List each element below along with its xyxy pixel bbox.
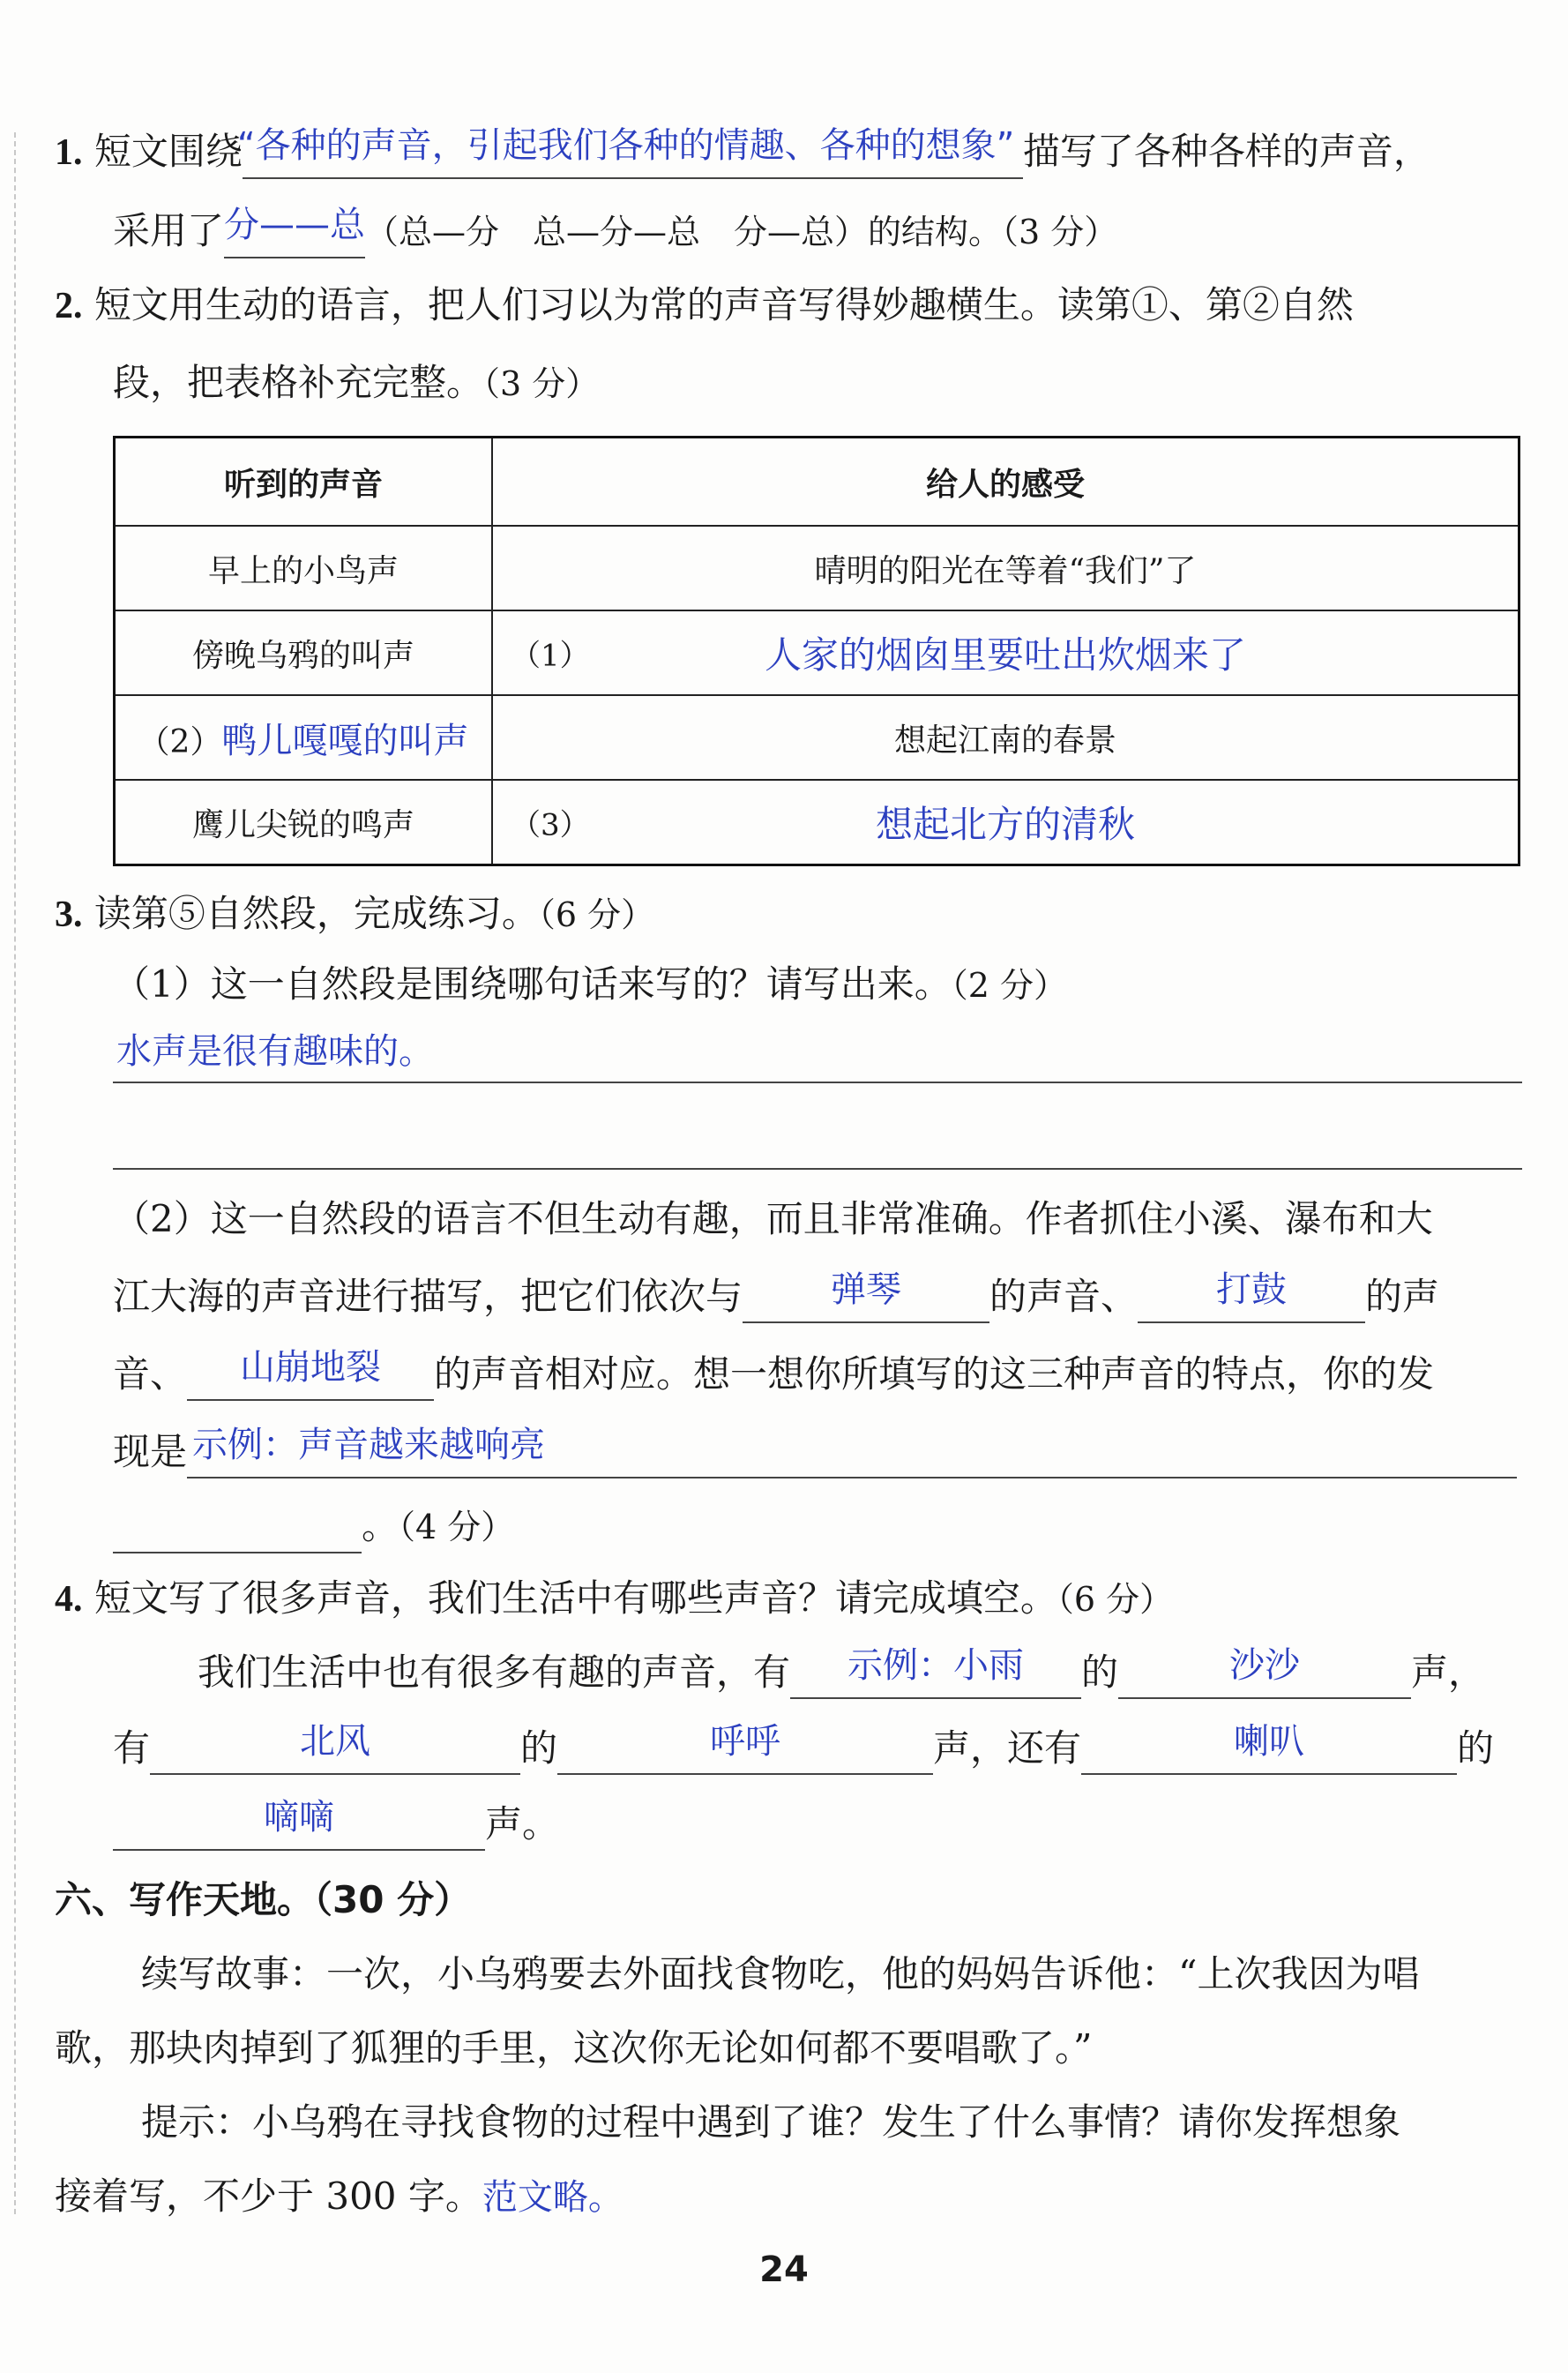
section6-p1a: 续写故事：一次，小乌鸦要去外面找食物吃，他的妈妈告诉他：“上次我因为唱	[141, 1952, 1420, 1995]
q1-score: （3 分）	[1002, 213, 1118, 251]
table-row	[115, 610, 1519, 695]
q4-number: 4.	[55, 1579, 83, 1620]
q1-topic-answer: “各种的声音，引起我们各种的情趣、各种的想象”	[236, 125, 1015, 166]
q3-sub2-line1	[113, 1193, 1568, 1246]
q4-line	[55, 1572, 1568, 1626]
q4-sheng-3: 声。	[485, 1802, 560, 1845]
q2-text-b: 段，把表格补充完整。	[113, 361, 484, 404]
q3-sub2-text2b: 的声音、	[989, 1275, 1139, 1318]
section6-title	[55, 1874, 1568, 1927]
q3-sub2-line5	[113, 1500, 1568, 1553]
q2-line1	[55, 279, 1568, 333]
section6-answer: 范文略。	[482, 2177, 623, 2218]
q3-score: （6 分）	[538, 895, 655, 934]
q4-text1: 我们生活中也有很多有趣的声音，有	[198, 1651, 791, 1694]
q4-fill-line3	[113, 1798, 1568, 1851]
q4-blank-1[interactable]	[790, 1645, 1081, 1699]
q1-options: （总—分 总—分—总 分—总）的结构。	[365, 213, 1003, 251]
q4-blank-2[interactable]	[1118, 1645, 1411, 1699]
row2-feeling-answer: 人家的烟囱里要吐出炊烟来了	[764, 633, 1246, 677]
row3-sound-answer: 鸭儿嘎嘎的叫声	[221, 720, 469, 761]
page-number: 24	[759, 2249, 809, 2290]
q4-fill-line2	[113, 1722, 1568, 1775]
q3-sub2-text2a: 江大海的声音进行描写，把它们依次与	[113, 1275, 743, 1318]
q4-answer-1: 示例：小雨	[847, 1645, 1025, 1686]
q3-sub2-score: （4 分）	[399, 1508, 515, 1546]
blank-4[interactable]	[187, 1427, 1517, 1478]
header-feeling: 给人的感受	[492, 438, 1519, 527]
section6-title-text: 六、写作天地。	[55, 1878, 315, 1921]
row1-feeling: 晴明的阳光在等着“我们”了	[492, 526, 1519, 610]
q2-number: 2.	[55, 286, 83, 326]
row3-feeling: 想起江南的春景	[492, 695, 1519, 780]
q3-sub1-answer: 水声是很有趣味的。	[116, 1031, 434, 1072]
q4-de-1: 的	[1081, 1651, 1119, 1694]
q3-sub2-text3a: 音、	[113, 1352, 188, 1396]
q1-line2	[113, 205, 1568, 258]
q4-de-3: 的	[1457, 1726, 1495, 1770]
q4-sheng-2: 声，还有	[933, 1726, 1082, 1770]
q4-answer-5: 喇叭	[1234, 1721, 1305, 1762]
section6-p2a: 提示：小乌鸦在寻找食物的过程中遇到了谁？发生了什么事情？请你发挥想象	[141, 2100, 1401, 2144]
blank-4-answer: 示例：声音越来越响亮	[192, 1425, 546, 1465]
q4-answer-2: 沙沙	[1229, 1645, 1301, 1686]
q4-sheng-1: 声，	[1411, 1651, 1486, 1694]
answer-line-1[interactable]	[113, 1082, 1522, 1083]
q4-fill-line1	[198, 1646, 1568, 1699]
q3-text: 读第⑤自然段，完成练习。	[93, 892, 539, 935]
q3-sub1-line	[113, 958, 1568, 1012]
q4-you: 有	[113, 1726, 151, 1770]
q3-sub2-line4	[113, 1426, 1568, 1478]
section6-p2b-line	[55, 2170, 1568, 2224]
binding-margin-line	[14, 132, 16, 2214]
q3-sub1-text: （1）这一自然段是围绕哪句话来写的？请写出来。	[113, 962, 952, 1006]
q4-blank-5[interactable]	[1081, 1721, 1457, 1775]
section6-p2b: 接着写，不少于 300 字。	[55, 2175, 482, 2218]
q1-text: 短文围绕	[93, 130, 243, 173]
table-row	[115, 526, 1519, 610]
q1-text-c: 采用了	[113, 209, 225, 252]
blank-2-answer: 打鼓	[1216, 1269, 1288, 1310]
q3-sub2-text2c: 的声	[1365, 1275, 1440, 1318]
q4-text: 短文写了很多声音，我们生活中有哪些声音？请完成填空。	[93, 1576, 1057, 1620]
section6-p1b: 歌，那块肉掉到了狐狸的手里，这次你无论如何都不要唱歌了。”	[55, 2026, 1093, 2070]
header-sound: 听到的声音	[115, 438, 493, 527]
q2-text-a: 短文用生动的语言，把人们习以为常的声音写得妙趣横生。读第①、第②自然	[93, 283, 1354, 326]
q1-number: 1.	[55, 132, 83, 173]
q1-structure-blank[interactable]	[224, 207, 365, 258]
answer-line-2[interactable]	[113, 1168, 1522, 1170]
q4-de-2: 的	[520, 1726, 558, 1770]
row3-prefix: （2）	[138, 723, 222, 760]
q4-blank-4[interactable]	[557, 1721, 933, 1775]
table-row	[115, 695, 1519, 780]
q1-text-b: 描写了各种各样的声音，	[1022, 130, 1430, 173]
q4-score: （6 分）	[1057, 1580, 1174, 1619]
blank-3-answer: 山崩地裂	[240, 1347, 382, 1388]
blank-2[interactable]	[1138, 1269, 1365, 1323]
blank-1-answer: 弹琴	[831, 1269, 902, 1310]
row2-prefix: （1）	[511, 638, 590, 674]
sound-feeling-table	[113, 436, 1520, 866]
row2-sound: 傍晚乌鸦的叫声	[115, 610, 493, 695]
q3-sub1-score: （2 分）	[951, 966, 1067, 1005]
q2-line2	[113, 356, 1568, 410]
q4-answer-3: 北风	[300, 1721, 371, 1762]
row1-sound: 早上的小鸟声	[115, 526, 493, 610]
blank-3[interactable]	[187, 1347, 434, 1401]
q3-sub2-text3b: 的声音相对应。想一想你所填写的这三种声音的特点，你的发	[434, 1352, 1435, 1396]
q3-sub2-line3	[113, 1348, 1568, 1401]
q4-blank-3[interactable]	[150, 1721, 520, 1775]
q3-line	[55, 887, 1568, 941]
row4-feeling-cell[interactable]	[492, 780, 1519, 865]
blank-4-continued[interactable]	[113, 1502, 362, 1553]
q4-answer-4: 呼呼	[710, 1721, 781, 1762]
q4-answer-6: 嘀嘀	[264, 1797, 334, 1838]
q1-structure-answer: 分——总	[224, 205, 366, 245]
q1-line1	[55, 125, 1568, 179]
q3-sub2-text1: （2）这一自然段的语言不但生动有趣，而且非常准确。作者抓住小溪、瀑布和大	[113, 1197, 1433, 1240]
section6-score: （30 分）	[314, 1878, 472, 1921]
q1-topic-blank[interactable]	[236, 125, 1023, 179]
q4-blank-6[interactable]	[113, 1797, 485, 1851]
q3-sub2-line2	[113, 1270, 1568, 1323]
q2-score: （3 分）	[483, 364, 600, 403]
table-header-row	[115, 438, 1519, 527]
blank-1[interactable]	[743, 1269, 989, 1323]
row4-prefix: （3）	[511, 807, 590, 843]
table-row	[115, 780, 1519, 865]
q3-sub2-text4a: 现是	[113, 1430, 188, 1473]
row4-feeling-answer: 想起北方的清秋	[875, 803, 1135, 846]
row3-sound-cell[interactable]	[115, 695, 493, 780]
q3-sub2-period: 。	[362, 1504, 399, 1547]
row4-sound: 鹰儿尖锐的鸣声	[115, 780, 493, 865]
q3-number: 3.	[55, 895, 83, 935]
row2-feeling-cell[interactable]	[492, 610, 1519, 695]
